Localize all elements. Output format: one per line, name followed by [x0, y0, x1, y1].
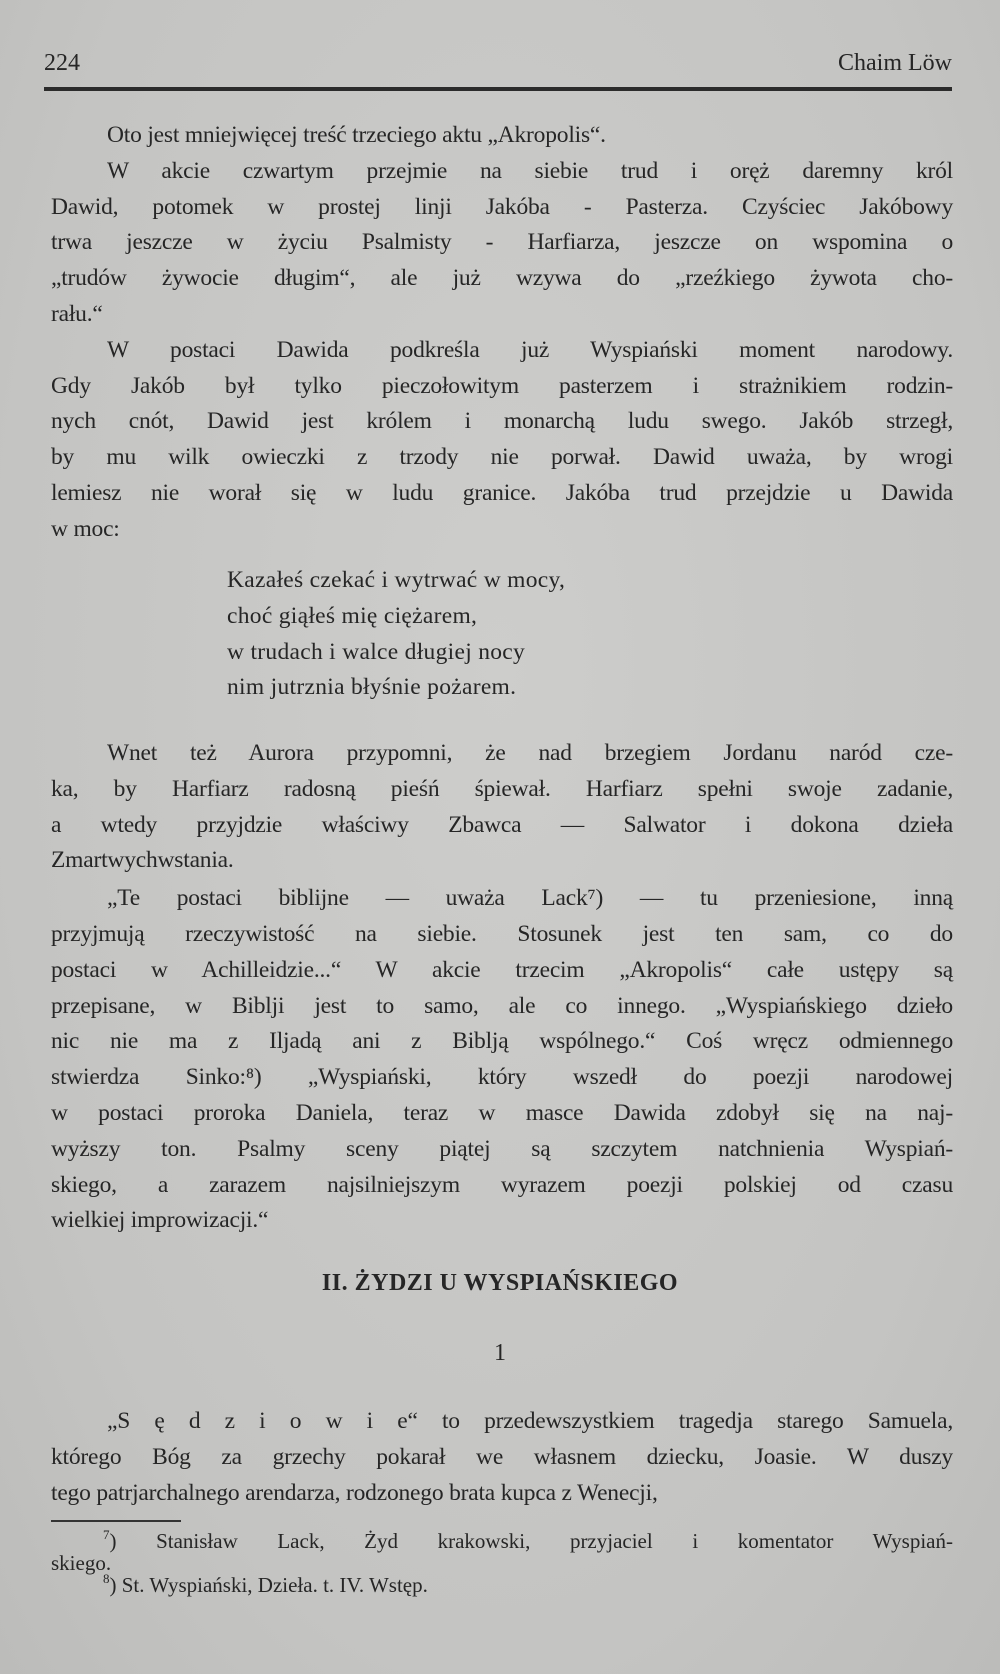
footnote-line: $^8$) St. Wyspiański, Dzieła. t. IV. Wstęp.	[103, 1571, 428, 1597]
text-line: nic nie ma z Iljadą ani z Biblją wspólnego.“ Coś wręcz odmiennego	[51, 1028, 953, 1055]
paragraph	[51, 736, 953, 879]
text-line: przepisane, w Biblji jest to samo, ale co innego. „Wyspiańskiego dzieło	[51, 992, 953, 1019]
page-number: 224	[44, 50, 80, 76]
text-line: wyższy ton. Psalmy sceny piątej są szczytem natchnienia Wyspiań-	[51, 1135, 953, 1162]
text-line: W akcie czwartym przejmie na siebie trud i oręż daremny król	[107, 157, 953, 184]
text-line: Dawid, potomek w prostej linji Jakóba - Pasterza. Czyściec Jakóbowy	[51, 193, 953, 220]
text-line: w moc:	[51, 515, 120, 542]
text-line: lemiesz nie worał się w ludu granice. Jakóba trud przejdzie u Dawida	[51, 479, 953, 506]
footnote-rule	[51, 1520, 181, 1522]
footnote	[51, 1527, 953, 1575]
footnote-text: St. Wyspiański, Dzieła. t. IV. Wstęp.	[121, 1573, 428, 1597]
section-number: 1	[494, 1340, 506, 1366]
text-line: przyjmują rzeczywistość na siebie. Stosunek jest ten sam, co do	[51, 920, 953, 947]
text-line: w postaci proroka Daniela, teraz w masce Dawida zdobył się na naj-	[51, 1099, 953, 1126]
text-line: nych cnót, Dawid jest królem i monarchą ludu swego. Jakób strzegł,	[51, 408, 953, 435]
paragraph	[51, 333, 953, 548]
section-heading: II. ŻYDZI U WYSPIAŃSKIEGO	[321, 1270, 679, 1296]
text-line: stwierdza Sinko:⁸) „Wyspiański, który wszedł do poezji narodowej	[51, 1064, 953, 1091]
header-rule	[44, 87, 952, 91]
footnote-line	[51, 1552, 953, 1574]
paragraph	[51, 154, 953, 333]
footnote-line: $^7$) Stanisław Lack, Żyd krakowski, przyjaciel i komentator Wyspiań-	[103, 1527, 953, 1553]
body-text-bottom	[51, 1404, 953, 1511]
poem-line: w trudach i walce długiej nocy	[227, 638, 526, 665]
footnote-text: skiego.	[51, 1551, 112, 1575]
paragraph	[51, 118, 953, 154]
paragraph	[51, 881, 953, 1239]
poem-line: Kazałeś czekać i wytrwać w mocy,	[227, 567, 566, 593]
text-line: „S ę d z i o w i e“ to przedewszystkiem tragedja starego Samuela,	[107, 1408, 953, 1434]
poem-quote	[227, 563, 565, 706]
text-line: Zmartwychwstania.	[51, 847, 234, 874]
text-line: wielkiej improwizacji.“	[51, 1207, 269, 1234]
paragraph	[51, 1404, 953, 1511]
footnotes	[51, 1527, 953, 1597]
text-line: „Te postaci biblijne — uważa Lack⁷) — tu przeniesione, inną	[107, 885, 953, 912]
text-line: trwa jeszcze w życiu Psalmisty - Harfiarza, jeszcze on wspomina o	[51, 229, 953, 256]
text-line: postaci w Achilleidzie...“ W akcie trzecim „Akropolis“ całe ustępy są	[51, 956, 953, 983]
text-line: a wtedy przyjdzie właściwy Zbawca — Salwator i dokona dzieła	[51, 811, 953, 838]
footnote-mark: 7	[103, 1527, 110, 1542]
text-line: którego Bóg za grzechy pokarał we własnem dziecku, Joasie. W duszy	[51, 1443, 953, 1470]
text-line: skiego, a zarazem najsilniejszym wyrazem poezji polskiej od czasu	[51, 1171, 953, 1198]
footnote	[51, 1571, 953, 1597]
text-line: by mu wilk owieczki z trzody nie porwał. Dawid uważa, by wrogi	[51, 444, 953, 471]
poem-line: choć giąłeś mię ciężarem,	[227, 602, 478, 629]
text-line: Oto jest mniejwięcej treść trzeciego aktu „Akropolis“.	[107, 122, 606, 148]
running-header-author: Chaim Löw	[838, 50, 952, 76]
body-text-middle	[51, 736, 953, 1239]
poem-line: nim jutrznia błyśnie pożarem.	[227, 674, 517, 701]
text-line: tego patrjarchalnego arendarza, rodzonego brata kupca z Wenecji,	[51, 1479, 658, 1506]
footnote-mark: 8	[103, 1571, 110, 1586]
text-line: ka, by Harfiarz radosną pieśń śpiewał. Harfiarz spełni swoje zadanie,	[51, 775, 953, 802]
text-line: „trudów żywocie długim“, ale już wzywa do „rzeźkiego żywota cho-	[51, 265, 953, 292]
text-line: Gdy Jakób był tylko pieczołowitym pasterzem i strażnikiem rodzin-	[51, 372, 953, 399]
text-line: W postaci Dawida podkreśla już Wyspiański moment narodowy.	[107, 336, 953, 363]
text-line: rału.“	[51, 300, 103, 327]
body-text-top	[51, 118, 953, 548]
footnote-text: Stanisław Lack, Żyd krakowski, przyjaciel i komentator Wyspiań-	[156, 1529, 953, 1553]
text-line: Wnet też Aurora przypomni, że nad brzegiem Jordanu naród cze-	[107, 740, 953, 766]
